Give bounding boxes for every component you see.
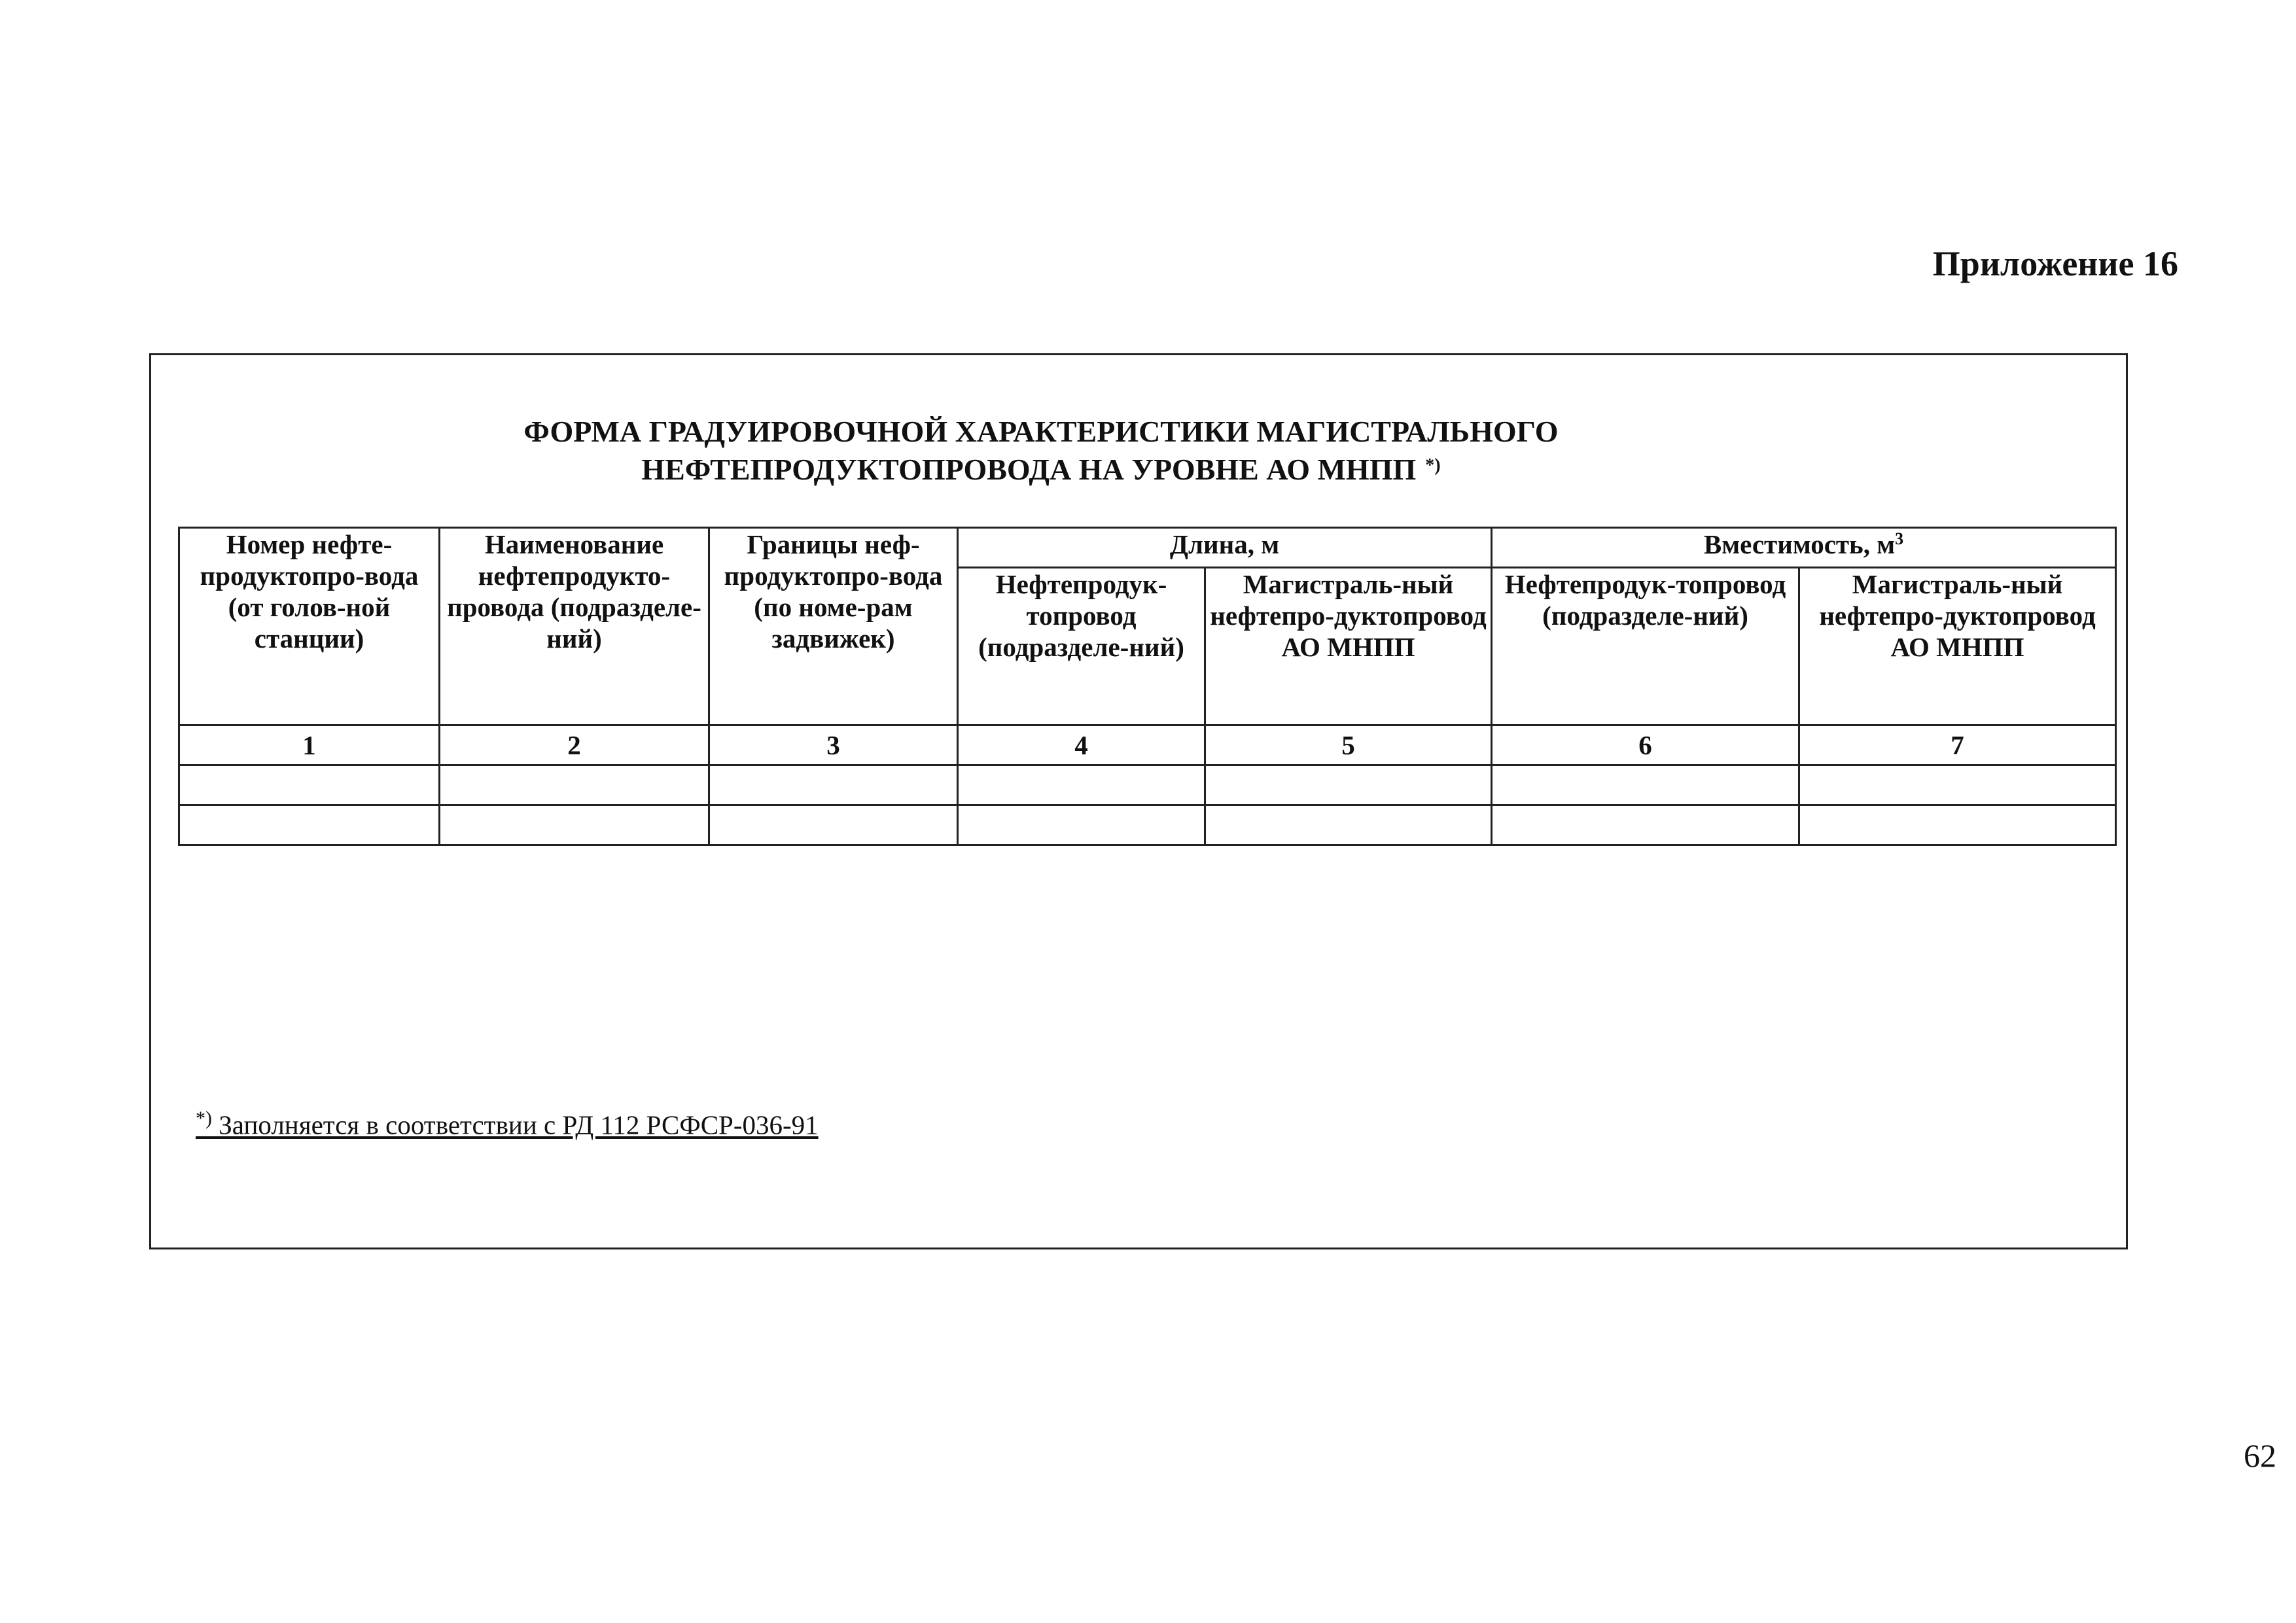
header-group-capacity [1492, 528, 2116, 568]
table-cell [1205, 805, 1492, 845]
column-number: 6 [1492, 725, 1799, 765]
page-number: 62 [2244, 1437, 2276, 1474]
table-cell [958, 765, 1205, 805]
column-number-row [179, 725, 2116, 765]
column-number: 7 [1799, 725, 2116, 765]
column-number: 2 [440, 725, 709, 765]
table-cell [709, 805, 958, 845]
column-number: 5 [1205, 725, 1492, 765]
header-capacity-main: Магистраль-ный нефтепро-дуктопровод АО МНПП [1799, 568, 2116, 725]
footnote-mark: *) [196, 1108, 212, 1129]
table-row [179, 805, 2116, 845]
footnote-text: Заполняется в соответствии с РД 112 РСФСР-036-91 [212, 1109, 819, 1140]
header-pipeline-number: Номер нефте-продуктопро-вода (от голов-ной станции) [179, 528, 440, 725]
table-cell [1205, 765, 1492, 805]
header-pipeline-name: Наименование нефтепродукто-провода (подразделе-ний) [440, 528, 709, 725]
table-cell [1492, 805, 1799, 845]
table-cell [179, 805, 440, 845]
form-frame [149, 353, 2128, 1249]
column-number: 4 [958, 725, 1205, 765]
table-cell [1799, 765, 2116, 805]
table-cell [958, 805, 1205, 845]
header-group-capacity-sup: 3 [1895, 529, 1904, 548]
table-row [179, 765, 2116, 805]
table-header-row [179, 528, 2116, 568]
table-cell [709, 765, 958, 805]
table-cell [440, 805, 709, 845]
table-cell [1799, 805, 2116, 845]
column-number: 3 [709, 725, 958, 765]
form-title [151, 413, 1931, 489]
appendix-label: Приложение 16 [1932, 244, 2178, 283]
form-title-line2-text: НЕФТЕПРОДУКТОПРОВОДА НА УРОВНЕ АО МНПП [641, 453, 1417, 486]
form-title-line2 [151, 451, 1931, 489]
footnote [196, 1108, 819, 1141]
header-group-capacity-text: Вместимость, м [1703, 529, 1896, 559]
header-length-division: Нефтепродук-топровод (подразделе-ний) [958, 568, 1205, 725]
column-number: 1 [179, 725, 440, 765]
table-cell [440, 765, 709, 805]
table-cell [1492, 765, 1799, 805]
table-cell [179, 765, 440, 805]
header-capacity-division: Нефтепродук-топровод (подразделе-ний) [1492, 568, 1799, 725]
header-length-main: Магистраль-ный нефтепро-дуктопровод АО МНПП [1205, 568, 1492, 725]
title-footnote-mark: *) [1425, 455, 1441, 476]
header-group-length: Длина, м [958, 528, 1492, 568]
header-pipeline-boundaries: Границы неф-продуктопро-вода (по номе-рам задвижек) [709, 528, 958, 725]
calibration-table [178, 527, 2117, 846]
form-title-line1: ФОРМА ГРАДУИРОВОЧНОЙ ХАРАКТЕРИСТИКИ МАГИСТРАЛЬНОГО [523, 415, 1559, 448]
